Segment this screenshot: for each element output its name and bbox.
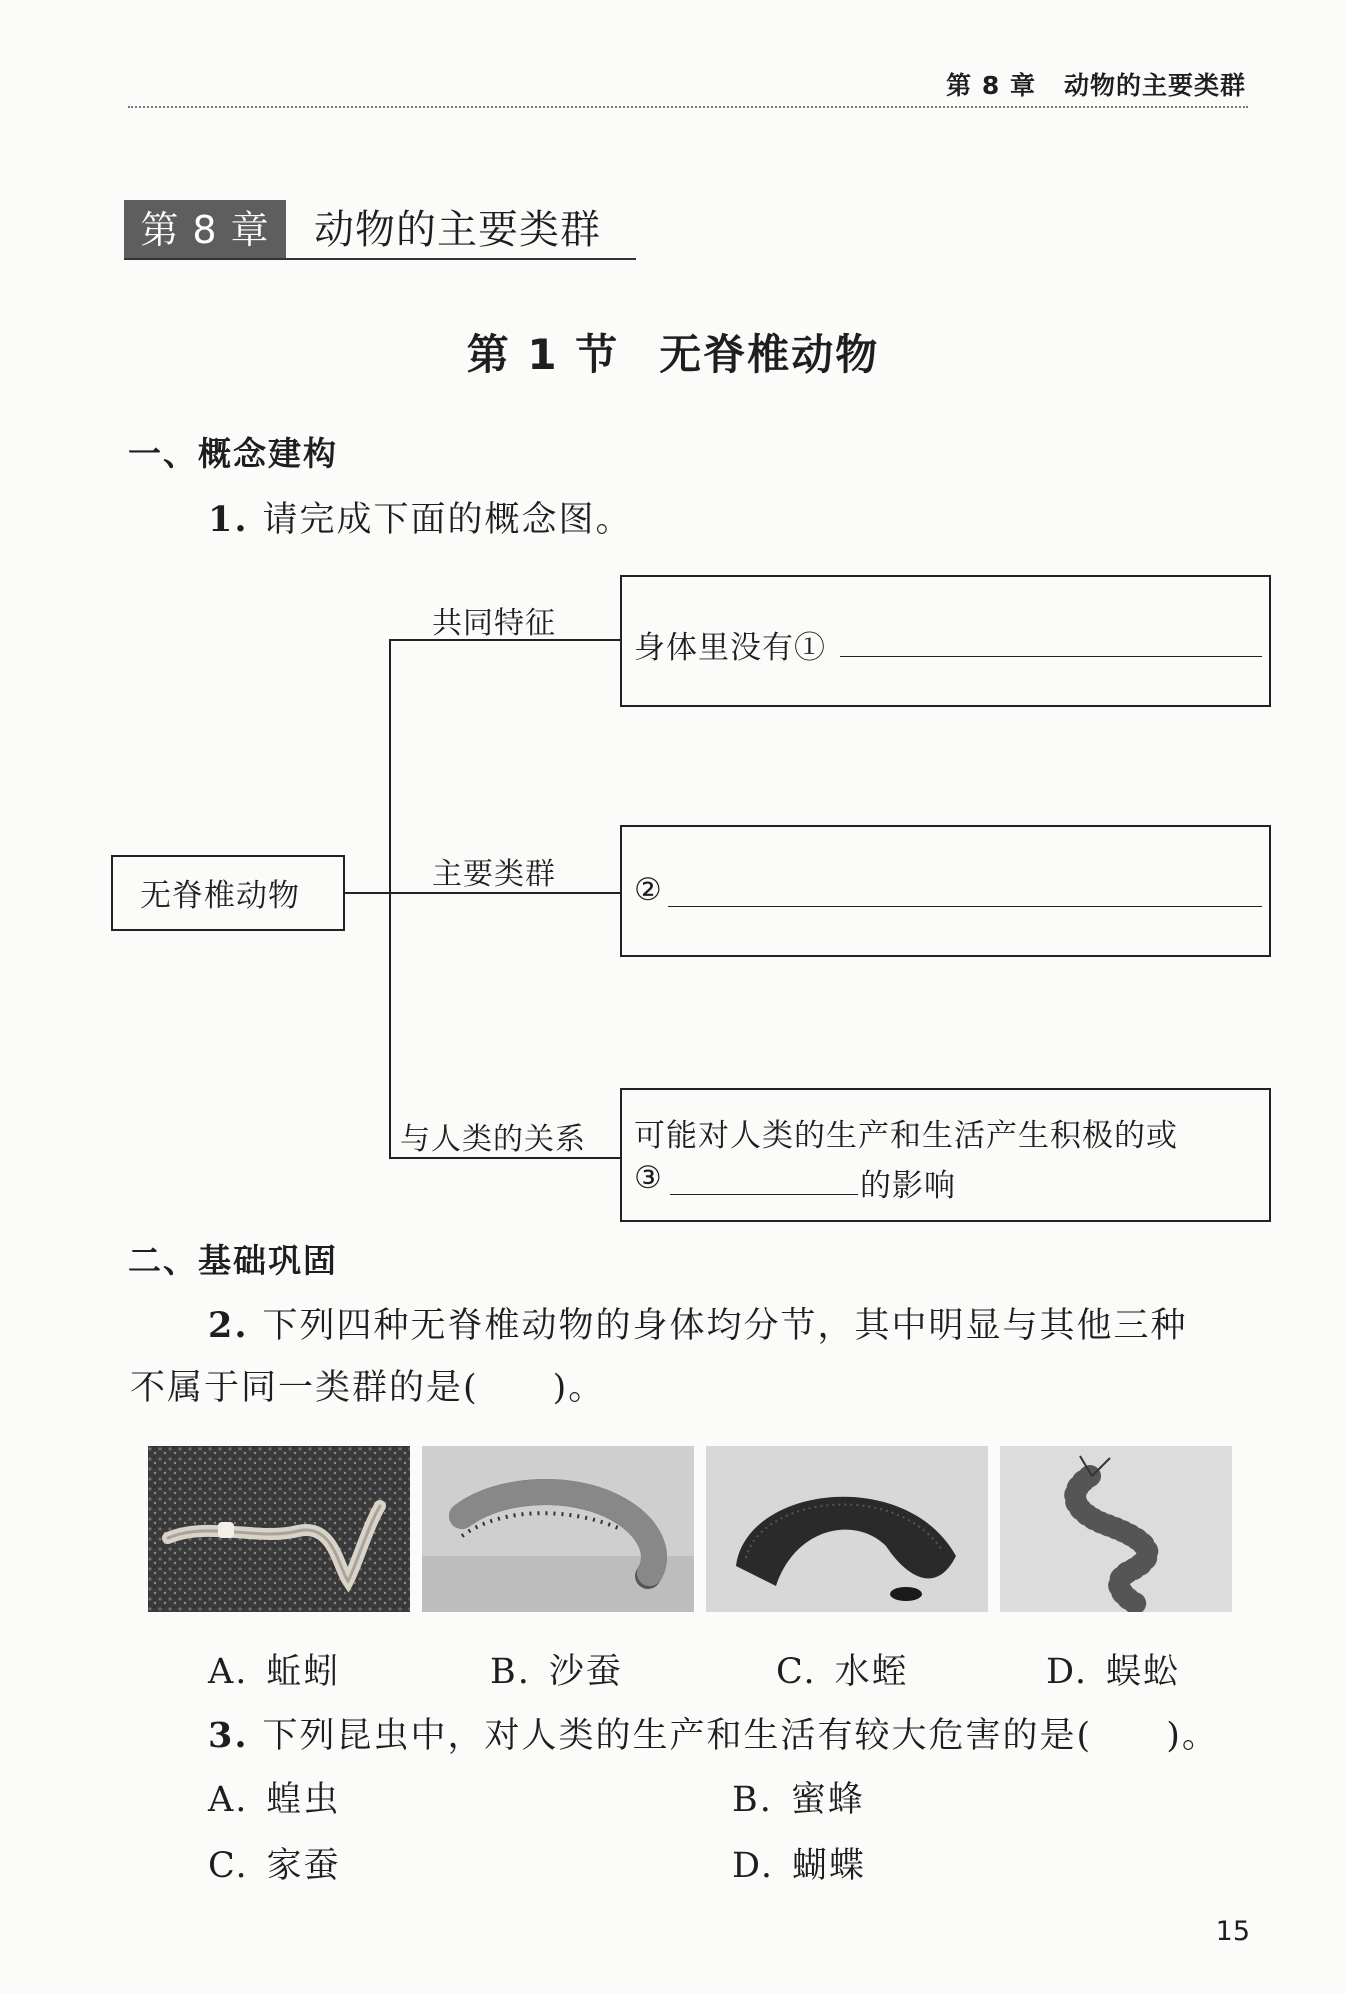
q2-option-a[interactable]: A. 蚯蚓 [208, 1652, 341, 1692]
part1-heading: 一、概念建构 [128, 434, 338, 473]
earthworm-photo [148, 1446, 410, 1612]
branch-3-marker: ③ [634, 1160, 663, 1196]
q2-option-c[interactable]: C. 水蛭 [776, 1652, 909, 1692]
branch-1-text: 身体里没有① [634, 630, 826, 666]
leech-photo [706, 1446, 988, 1612]
ragworm-photo [422, 1446, 694, 1612]
concept-root-label: 无脊椎动物 [140, 878, 300, 914]
branch-2-box [620, 825, 1271, 957]
section-title [0, 322, 1346, 382]
question-2-text: 下列四种无脊椎动物的身体均分节，其中明显与其他三种 [262, 1306, 1188, 1346]
running-header [946, 66, 1246, 102]
section-name: 无脊椎动物 [659, 330, 880, 379]
branch-2-text: ② [634, 872, 663, 908]
blank-3[interactable] [670, 1194, 858, 1195]
branch-2-label: 主要类群 [432, 857, 556, 892]
header-dotted-rule [128, 106, 1248, 108]
running-header-title: 动物的主要类群 [1063, 71, 1246, 100]
branch-spine [389, 639, 391, 1159]
page-number: 15 [1215, 1916, 1250, 1947]
question-2-number: 2. [208, 1305, 249, 1346]
question-2-line1 [208, 1298, 1188, 1348]
branch-3-text-line1: 可能对人类的生产和生活产生积极的或 [634, 1118, 1178, 1154]
q2-option-d[interactable]: D. 蜈蚣 [1046, 1652, 1180, 1692]
question-3-number: 3. [208, 1715, 249, 1756]
q3-option-d[interactable]: D. 蝴蝶 [732, 1846, 866, 1886]
q3-option-b[interactable]: B. 蜜蜂 [732, 1780, 865, 1820]
question-1-text: 请完成下面的概念图。 [262, 500, 633, 540]
q3-option-c[interactable]: C. 家蚕 [208, 1846, 341, 1886]
branch-1-label: 共同特征 [432, 606, 556, 641]
q2-option-b[interactable]: B. 沙蚕 [490, 1652, 623, 1692]
chapter-underline [124, 258, 636, 260]
q3-option-a[interactable]: A. 蝗虫 [208, 1780, 341, 1820]
question-2-line2: 不属于同一类群的是( )。 [130, 1368, 606, 1408]
question-1 [208, 492, 633, 542]
blank-1[interactable] [840, 656, 1262, 657]
question-3-text: 下列昆虫中，对人类的生产和生活有较大危害的是( )。 [262, 1716, 1219, 1756]
part2-heading: 二、基础巩固 [128, 1241, 338, 1280]
blank-2[interactable] [668, 906, 1262, 907]
running-header-chapter: 第 8 章 [946, 71, 1036, 100]
centipede-photo [1000, 1446, 1232, 1612]
chapter-label: 第 8 章 [124, 200, 286, 260]
chapter-title: 动物的主要类群 [314, 207, 601, 253]
root-connector [345, 892, 390, 894]
question-3 [208, 1708, 1219, 1758]
section-number: 第 1 节 [466, 330, 620, 379]
branch-3-label: 与人类的关系 [400, 1122, 586, 1157]
question-1-number: 1. [208, 499, 249, 540]
branch-3-text-line2: 的影响 [860, 1168, 956, 1204]
